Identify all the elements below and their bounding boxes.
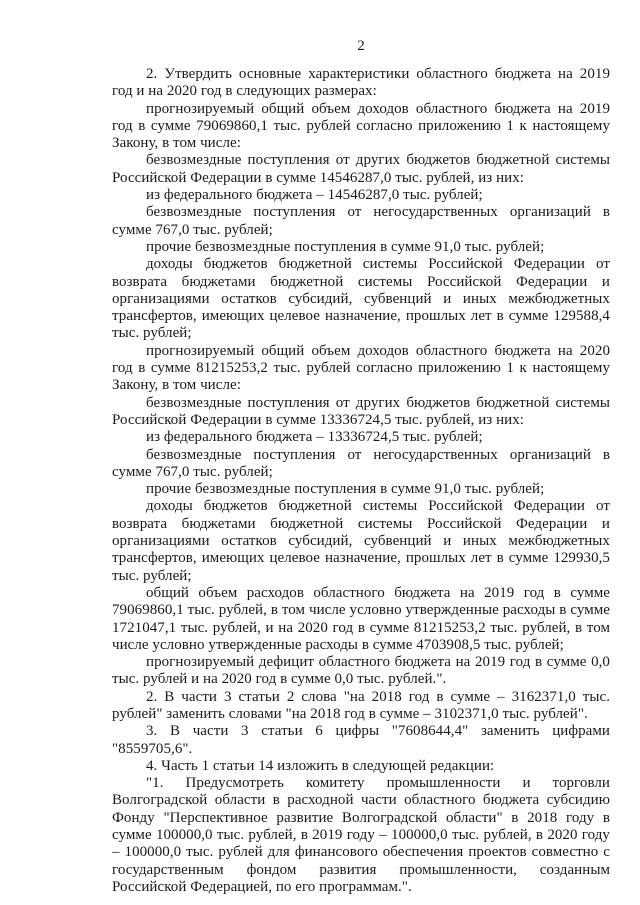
paragraph: "1. Предусмотреть комитету промышленности и торговли Волгоградской области в расходной части областного бюджета субсидию Фонду "Перспективное развитие Волгоградской области" в 2018 году в сумме 100000,0 тыс. рублей, в 2019 году – 100000,0 тыс. рублей, в 2020 году – 100000,0 тыс. рублей для финансового обеспечения проектов совместно с государственным фондом развития промышленности, созданным Российской Федерацией, по его программам.". <box>112 775 610 895</box>
paragraph: прочие безвозмездные поступления в сумме 91,0 тыс. рублей; <box>146 238 545 255</box>
paragraph: безвозмездные поступления от негосударственных организаций в сумме 767,0 тыс. рублей; <box>112 204 610 238</box>
paragraph: безвозмездные поступления от других бюджетов бюджетной системы Российской Федерации в сумме 14546287,0 тыс. рублей, из них: <box>112 152 610 186</box>
paragraph: из федерального бюджета – 13336724,5 тыс. рублей; <box>146 429 483 446</box>
paragraph: 2. В части 3 статьи 2 слова "на 2018 год в сумме – 3162371,0 тыс. рублей" заменить словами "на 2018 год в сумме – 3102371,0 тыс. рублей". <box>112 688 610 722</box>
paragraph: безвозмездные поступления от других бюджетов бюджетной системы Российской Федерации в сумме 13336724,5 тыс. рублей, из них: <box>112 394 610 428</box>
paragraph: прогнозируемый общий объем доходов областного бюджета на 2020 год в сумме 81215253,2 тыс. рублей согласно приложению 1 к настоящему Закону, в том числе: <box>112 342 610 394</box>
paragraph: 2. Утвердить основные характеристики областного бюджета на 2019 год и на 2020 год в следующих размерах: <box>112 66 610 100</box>
paragraph: прогнозируемый дефицит областного бюджета на 2019 год в сумме 0,0 тыс. рублей и на 2020 год в сумме 0,0 тыс. рублей.". <box>112 654 610 688</box>
paragraph: прочие безвозмездные поступления в сумме 91,0 тыс. рублей; <box>146 481 545 498</box>
paragraph: общий объем расходов областного бюджета на 2019 год в сумме 79069860,1 тыс. рублей, в том числе условно утвержденные расходы в сумме 1721047,1 тыс. рублей, и на 2020 год в сумме 81215253,2 тыс. рублей, в том числе условно утвержденные расходы в сумме 4703908,5 тыс. рублей; <box>112 584 610 653</box>
paragraph: 3. В части 3 статьи 6 цифры "7608644,4" заменить цифрами "8559705,6". <box>112 723 610 757</box>
page-number: 2 <box>357 38 365 54</box>
paragraph: доходы бюджетов бюджетной системы Российской Федерации от возврата бюджетами бюджетной системы Российской Федерации и организациями остатков субсидий, субвенций и иных межбюджетных трансфертов, имеющих целевое назначение, прошлых лет в сумме 129588,4 тыс. рублей; <box>112 256 610 342</box>
document-body <box>112 66 610 896</box>
paragraph: из федерального бюджета – 14546287,0 тыс. рублей; <box>146 187 483 204</box>
paragraph: безвозмездные поступления от негосударственных организаций в сумме 767,0 тыс. рублей; <box>112 446 610 480</box>
paragraph: 4. Часть 1 статьи 14 изложить в следующей редакции: <box>146 757 495 774</box>
paragraph: прогнозируемый общий объем доходов областного бюджета на 2019 год в сумме 79069860,1 тыс. рублей согласно приложению 1 к настоящему Закону, в том числе: <box>112 100 610 152</box>
paragraph: доходы бюджетов бюджетной системы Российской Федерации от возврата бюджетами бюджетной системы Российской Федерации и организациями остатков субсидий, субвенций и иных межбюджетных трансфертов, имеющих целевое назначение, прошлых лет в сумме 129930,5 тыс. рублей; <box>112 498 610 584</box>
